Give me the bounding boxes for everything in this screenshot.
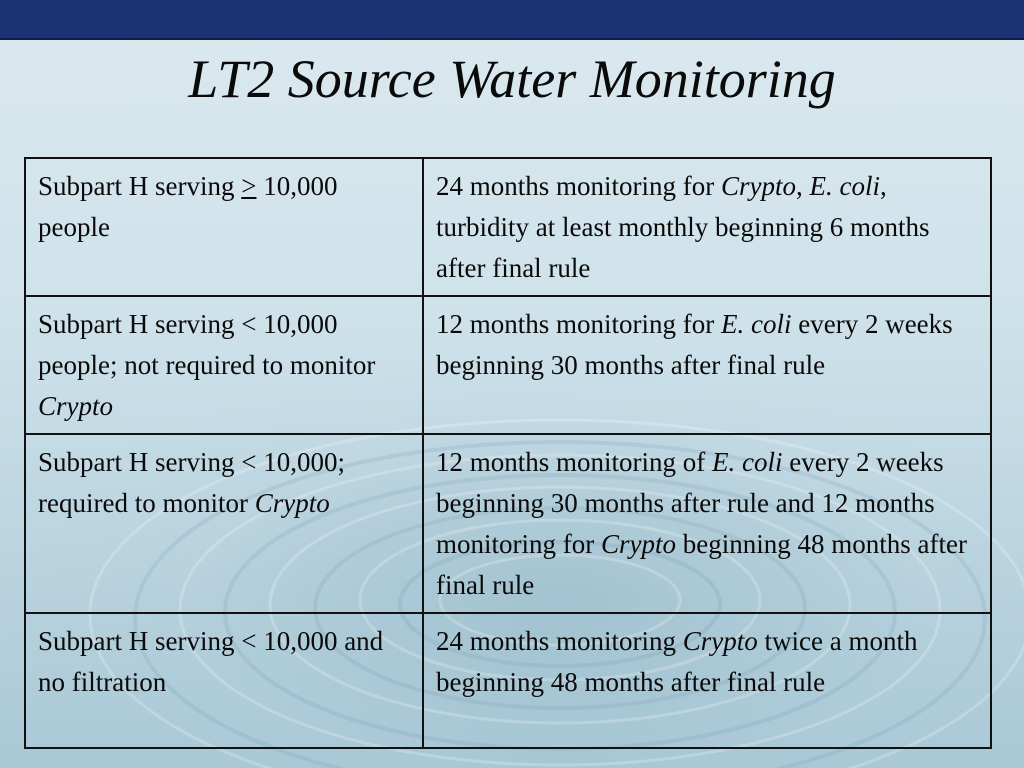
condition-cell — [25, 158, 423, 296]
requirement-text: 12 months monitoring of — [436, 447, 712, 477]
requirement-cell — [423, 158, 991, 296]
requirement-text: 12 months monitoring for — [436, 309, 721, 339]
organism-name: Crypto — [38, 391, 114, 421]
monitoring-requirements-table — [24, 157, 992, 749]
greater-equal-symbol: > — [241, 171, 257, 201]
requirement-text: beginning 48 months after final rule — [436, 529, 967, 600]
table-row — [25, 613, 991, 748]
condition-cell — [25, 613, 423, 748]
requirement-cell — [423, 613, 991, 748]
table-row — [25, 158, 991, 296]
requirement-text: every 2 weeks beginning 30 months after rule and 12 months monitoring for — [436, 447, 944, 559]
condition-text: 10,000 people — [38, 171, 338, 242]
organism-name: Crypto — [600, 529, 676, 559]
table-row — [25, 434, 991, 613]
table-row — [25, 296, 991, 434]
requirement-text: twice a month beginning 48 months after final rule — [436, 626, 918, 697]
organism-name: Crypto — [254, 488, 330, 518]
requirement-text: , turbidity at least monthly beginning 6 months after final rule — [436, 171, 930, 283]
requirement-text: 24 months monitoring for — [436, 171, 721, 201]
condition-cell — [25, 296, 423, 434]
requirement-text: every 2 weeks beginning 30 months after final rule — [436, 309, 953, 380]
condition-text: Subpart H serving — [38, 171, 242, 201]
requirement-text: , — [796, 171, 810, 201]
organism-name: Crypto — [682, 626, 758, 656]
organism-name: E. coli — [809, 171, 880, 201]
slide-title: LT2 Source Water Monitoring — [188, 49, 836, 109]
organism-name: E. coli — [721, 309, 792, 339]
condition-text: Subpart H serving < 10,000 and no filtration — [38, 626, 384, 697]
organism-name: E. coli — [712, 447, 783, 477]
condition-cell — [25, 434, 423, 613]
requirement-text: 24 months monitoring — [436, 626, 683, 656]
requirement-cell — [423, 296, 991, 434]
condition-text: Subpart H serving < 10,000 people; not required to monitor — [38, 309, 376, 380]
requirement-cell — [423, 434, 991, 613]
organism-name: Crypto — [721, 171, 797, 201]
top-header-bar — [0, 0, 1024, 40]
condition-text: Subpart H serving < 10,000; required to monitor — [38, 447, 345, 518]
